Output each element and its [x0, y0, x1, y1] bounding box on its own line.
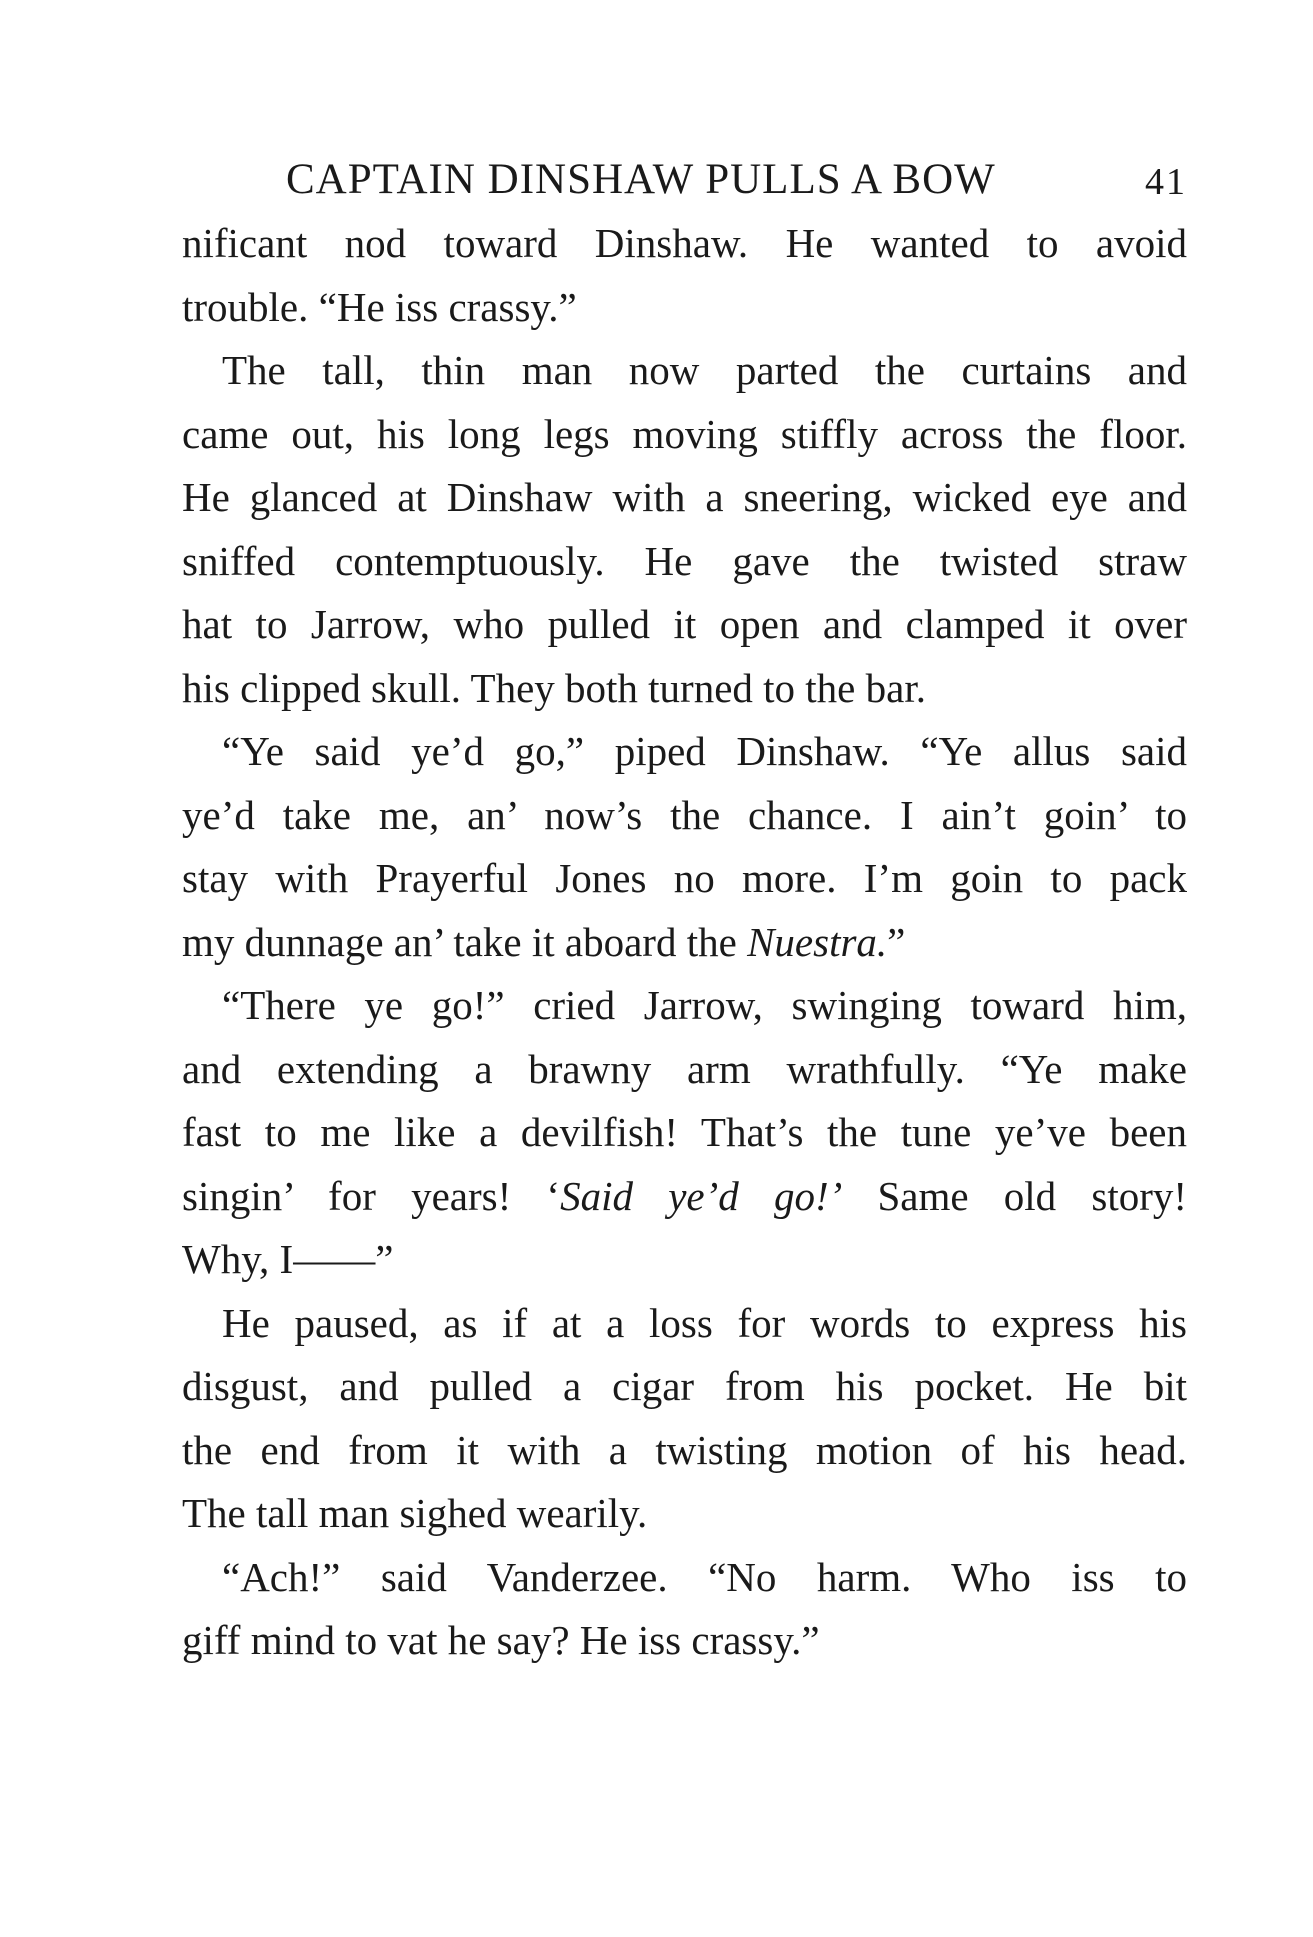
text-line: “Ye said ye’d go,” piped Dinshaw. “Ye allus said: [222, 728, 1187, 774]
text-line: came out, his long legs moving stiffly across the floor.: [182, 410, 1187, 457]
paragraph: [182, 1292, 1187, 1546]
text-line: trouble. “He iss crassy.”: [182, 283, 577, 330]
text-line: ye’d take me, an’ now’s the chance. I ain’t goin’ to: [182, 791, 1187, 838]
ship-name-italic: Nuestra.: [747, 918, 888, 965]
text-segment: my dunnage an’ take it aboard the: [182, 918, 748, 965]
paragraph: [182, 720, 1187, 974]
running-head-title: CAPTAIN DINSHAW PULLS A BOW: [286, 156, 996, 203]
page-number: 41: [1145, 161, 1187, 203]
text-line: [182, 911, 1187, 975]
text-line: [182, 1165, 1187, 1229]
text-line: “There ye go!” cried Jarrow, swinging toward him,: [222, 982, 1187, 1028]
text-line: sniffed contemptuously. He gave the twisted straw: [182, 537, 1187, 584]
text-line: stay with Prayerful Jones no more. I’m goin to pack: [182, 855, 1187, 901]
text-line: his clipped skull. They both turned to the bar.: [182, 664, 926, 711]
text-line: disgust, and pulled a cigar from his pocket. He bit: [182, 1363, 1187, 1409]
running-head: [182, 148, 1187, 212]
paragraph: [182, 974, 1187, 1292]
quote-italic: Said ye’d go!’: [560, 1172, 843, 1219]
text-line: giff mind to vat he say? He iss crassy.”: [182, 1617, 820, 1663]
text-line: The tall man sighed wearily.: [182, 1490, 648, 1536]
text-line: He glanced at Dinshaw with a sneering, wicked eye and: [182, 474, 1187, 520]
paragraph: [182, 339, 1187, 720]
paragraph: [182, 1546, 1187, 1673]
text-segment: Same old story!: [842, 1172, 1188, 1219]
paragraph: [182, 212, 1187, 339]
text-line: the end from it with a twisting motion of his head.: [182, 1426, 1187, 1473]
body-text: [182, 212, 1187, 1673]
text-line: and extending a brawny arm wrathfully. “Ye make: [182, 1045, 1187, 1092]
text-line: fast to me like a devilfish! That’s the tune ye’ve been: [182, 1109, 1187, 1155]
text-segment: ”: [887, 918, 906, 965]
text-line: He paused, as if at a loss for words to express his: [222, 1299, 1187, 1346]
text-block: [182, 148, 1187, 1673]
text-line: nificant nod toward Dinshaw. He wanted to avoid: [182, 220, 1187, 266]
text-line: “Ach!” said Vanderzee. “No harm. Who iss to: [222, 1553, 1187, 1600]
text-line: hat to Jarrow, who pulled it open and clamped it over: [182, 601, 1187, 647]
text-segment: singin’ for years! ‘: [182, 1172, 561, 1219]
text-line: Why, I——”: [182, 1236, 394, 1282]
text-line: The tall, thin man now parted the curtains and: [222, 347, 1187, 393]
